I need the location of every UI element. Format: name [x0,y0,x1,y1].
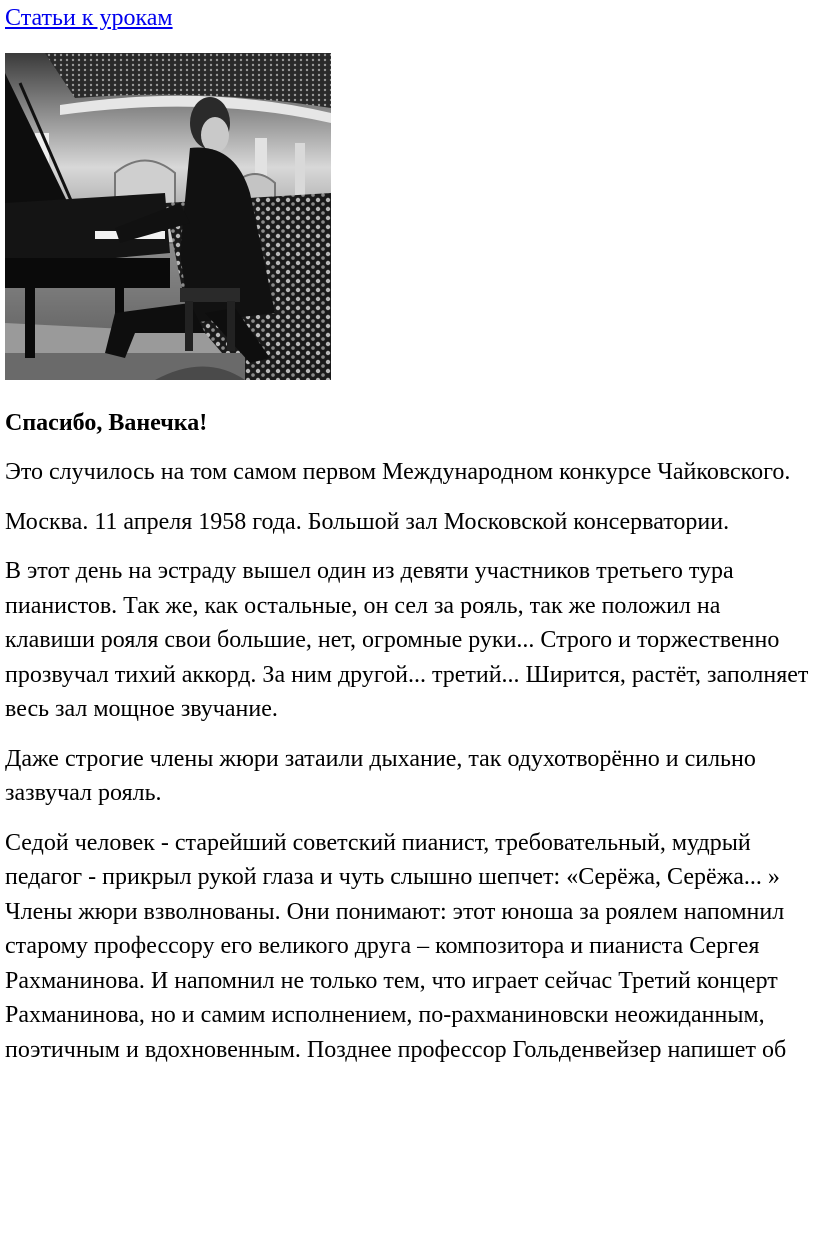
article-paragraph-2: Москва. 11 апреля 1958 года. Большой зал Московской консерватории. [5,508,730,535]
article-paragraph-3: В этот день на эстраду вышел один из девяти участников третьего тура пианистов. Так же, как остальные, он сел за рояль, так же положил на клавиши рояля свои большие, нет, огромные руки... Строго и торжественно прозвучал тихий аккорд. За ним другой... третий... Ширится, растёт, заполняет весь зал мощное звучание. [5,558,809,722]
lesson-articles-link[interactable]: Статьи к урокам [5,5,173,31]
article-paragraph-1: Это случилось на том самом первом Международном конкурсе Чайковского. [5,459,791,485]
article-paragraph-4: Даже строгие члены жюри затаили дыхание, так одухотворённо и сильно зазвучал рояль. [5,745,756,806]
article-title: Спасибо, Ванечка! [5,410,208,436]
article-paragraph-5: Седой человек - старейший советский пианист, требовательный, мудрый педагог - прикрыл рукой глаза и чуть слышно шепчет: «Серёжа, Серёжа... » Члены жюри взволнованы. Они понимают: этот юноша за роялем напомнил старому профессору его великого друга – композитора и пианиста Сергея Рахманинова. И напомнил не только тем, что играет сейчас Третий концерт Рахманинова, но и самим исполнением, по-рахманиновски неожиданным, поэтичным и вдохновенным. Позднее профессор Гольденвейзер напишет об [5,829,787,1063]
pianist-concert-photo [5,53,331,380]
